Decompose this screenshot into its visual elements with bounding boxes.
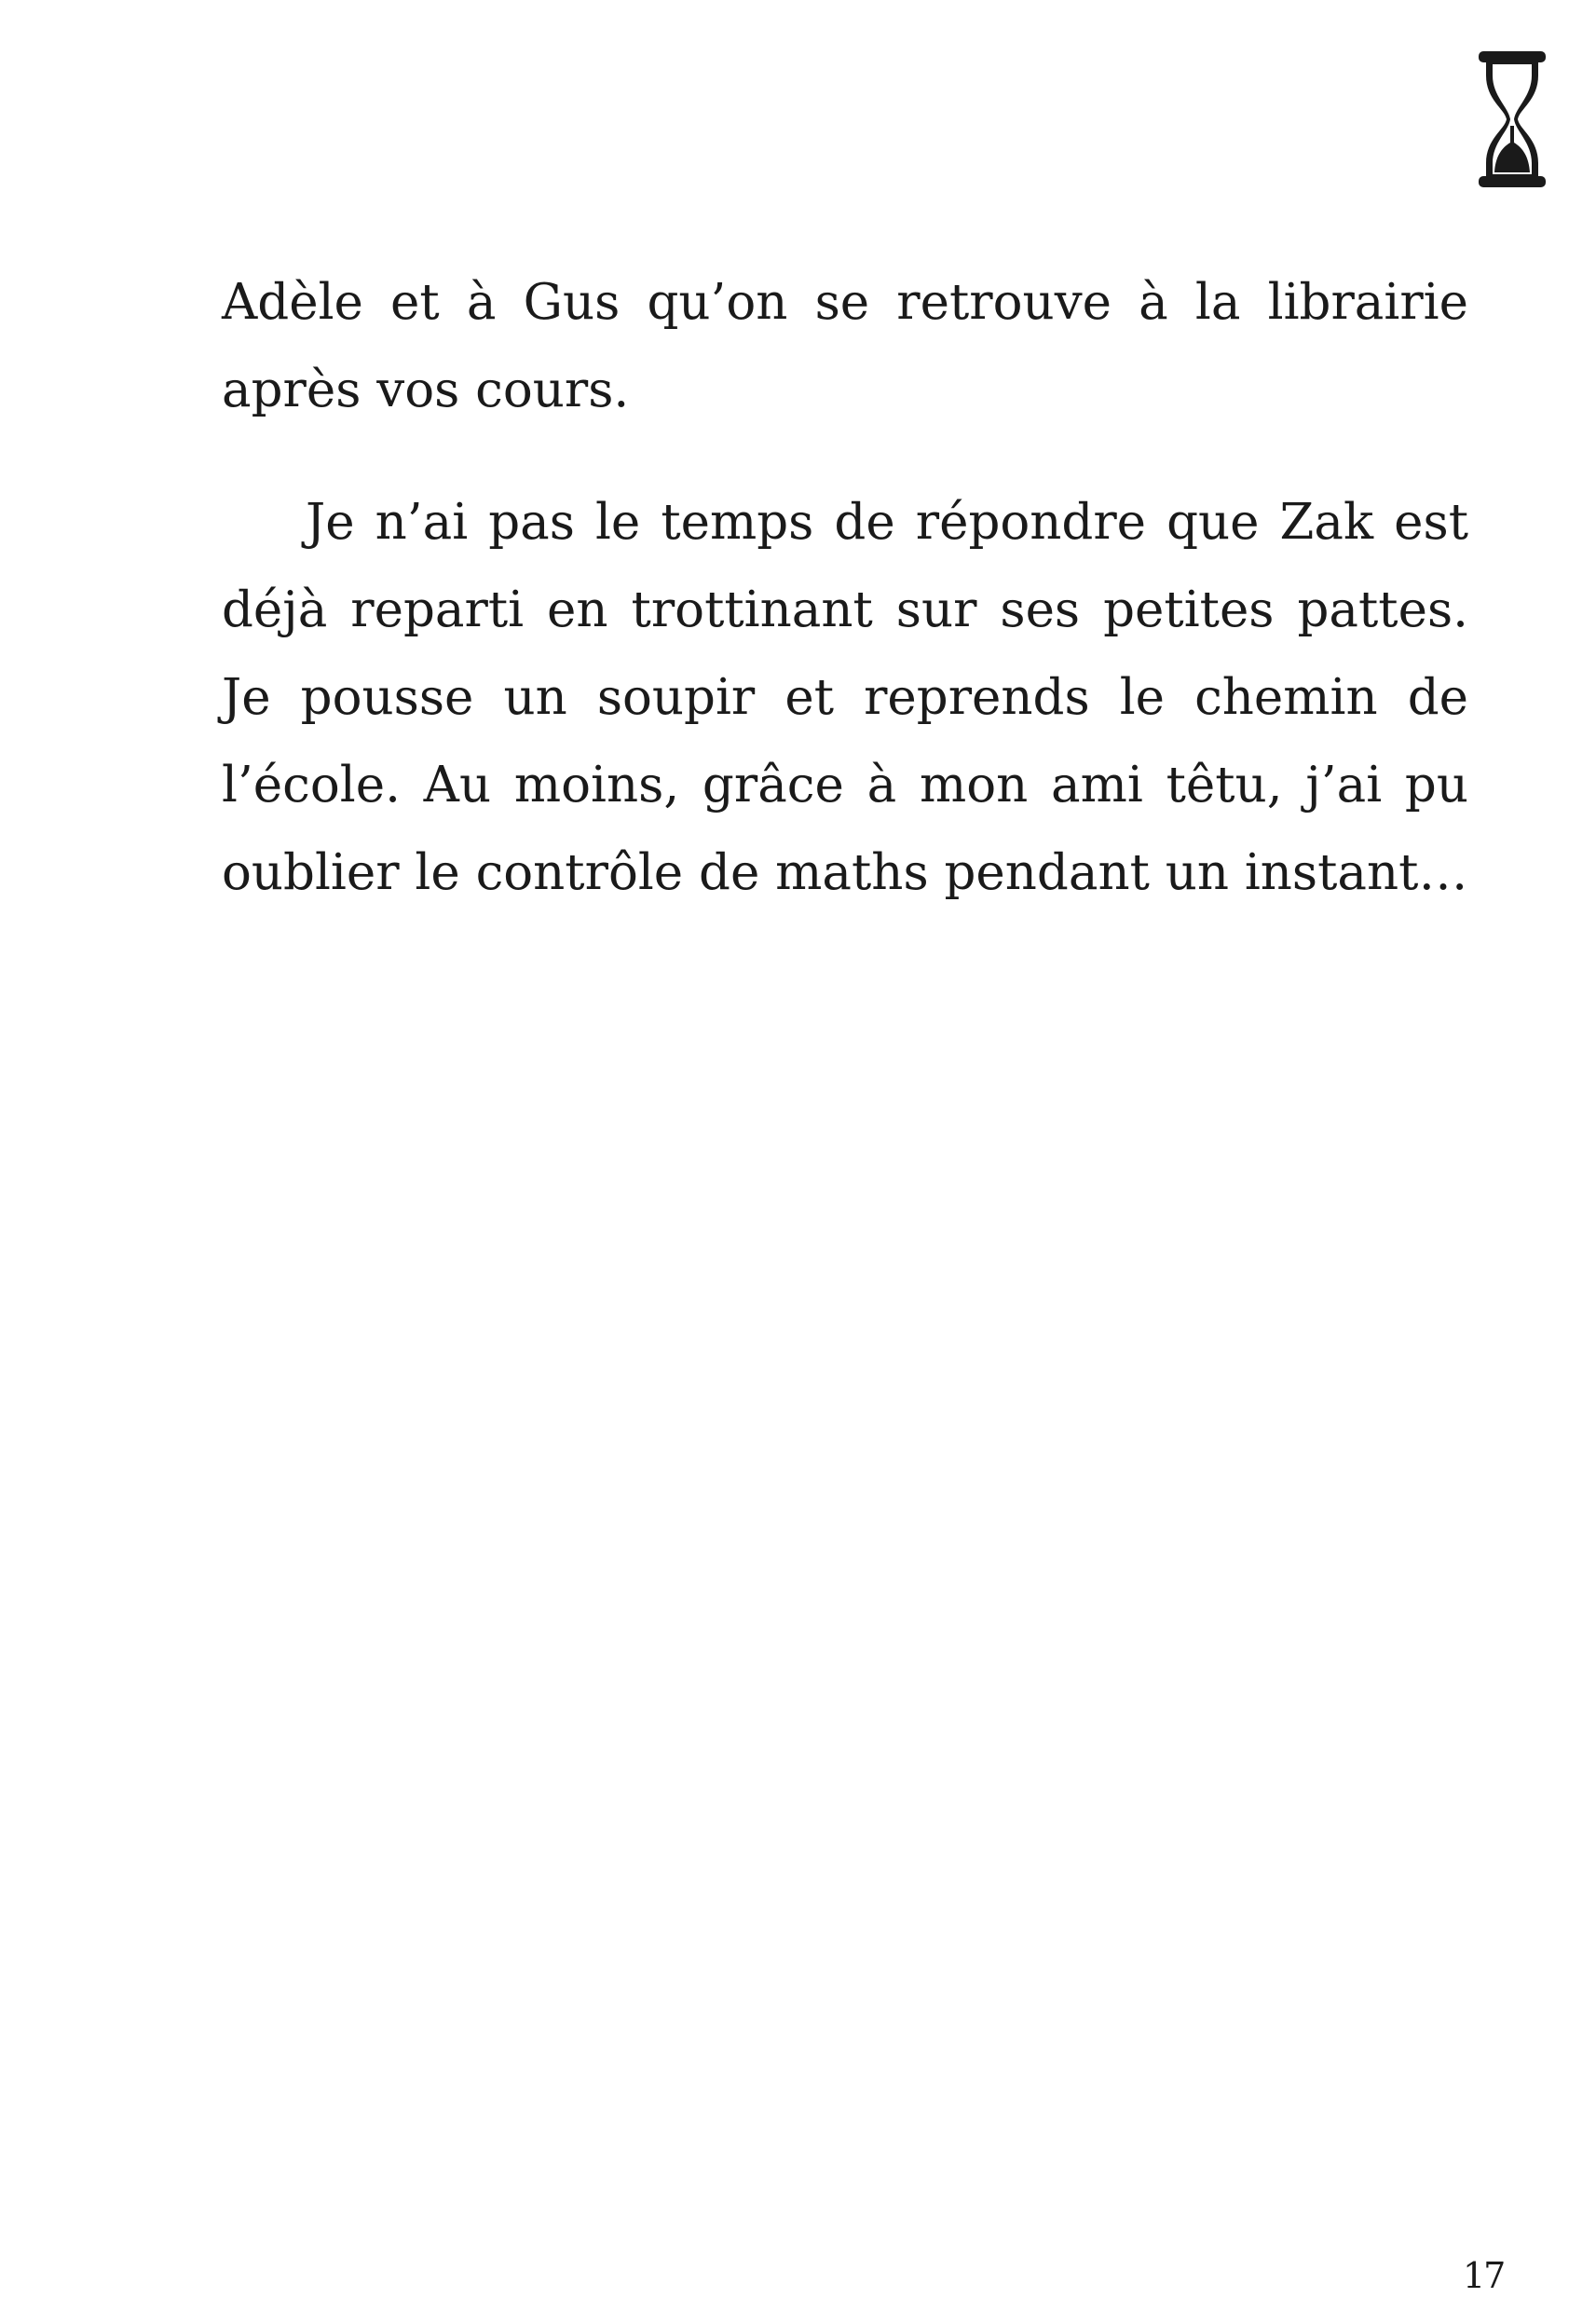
hourglass-icon: [1477, 51, 1548, 187]
text-body: [222, 259, 1468, 962]
paragraph: Je n’ai pas le temps de répondre que Zak est déjà reparti en trottinant sur ses petites pattes. Je pousse un soupir et reprends le chemin de l’école. Au moins, grâce à mon ami têtu, j’ai pu oublier le contrôle de maths pendant un instant…: [222, 494, 1468, 901]
page-number: 17: [1463, 2255, 1505, 2296]
paragraph-continuation: Adèle et à Gus qu’on se retrouve à la librairie après vos cours.: [222, 274, 1468, 418]
